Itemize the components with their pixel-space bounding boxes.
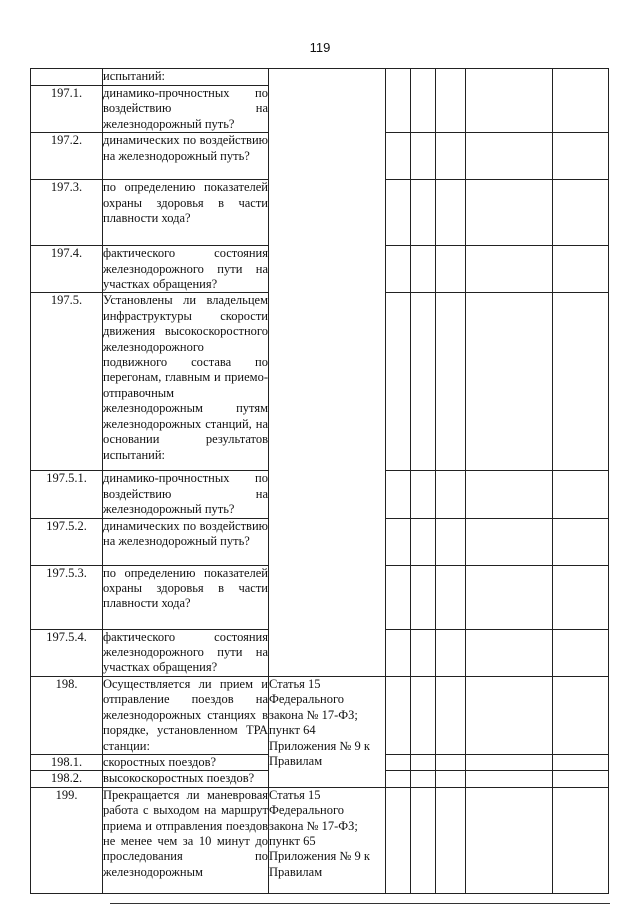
- answer-cell: [466, 471, 553, 518]
- answer-cell: [411, 133, 436, 180]
- answer-cell: [411, 676, 436, 754]
- answer-cell: [386, 565, 411, 629]
- answer-cell: [466, 69, 553, 133]
- answer-cell: [466, 180, 553, 246]
- table-row: [31, 69, 609, 86]
- answer-cell: [553, 246, 609, 293]
- answer-cell: [386, 293, 411, 471]
- answer-cell: [466, 771, 553, 787]
- question-text: динамико-прочностных по воздействию на железнодорожный путь?: [103, 471, 268, 517]
- row-number: 197.4.: [31, 246, 103, 293]
- answer-cell: [553, 754, 609, 770]
- law-reference: Статья 15 Федерального закона № 17-ФЗ; пункт 65 Приложения № 9 к Правилам: [269, 787, 370, 879]
- row-number: 198.: [31, 676, 103, 754]
- answer-cell: [553, 629, 609, 676]
- bottom-divider: [110, 903, 610, 904]
- answer-cell: [386, 676, 411, 754]
- answer-cell: [436, 565, 466, 629]
- law-reference-cell: [269, 676, 386, 787]
- answer-cell: [553, 787, 609, 893]
- answer-cell: [466, 787, 553, 893]
- answer-cell: [553, 133, 609, 180]
- row-number: 198.1.: [31, 754, 103, 770]
- answer-cell: [436, 754, 466, 770]
- answer-cell: [411, 787, 436, 893]
- answer-cell: [466, 246, 553, 293]
- answer-cell: [436, 629, 466, 676]
- answer-cell: [411, 518, 436, 565]
- answer-cell: [553, 471, 609, 518]
- answer-cell: [436, 133, 466, 180]
- row-number: 197.5.4.: [31, 629, 103, 676]
- question-text: по определению показателей охраны здоровья в части плавности хода?: [103, 565, 269, 629]
- answer-cell: [386, 787, 411, 893]
- question-text: высокоскоростных поездов?: [103, 771, 269, 787]
- answer-cell: [386, 471, 411, 518]
- answer-cell: [436, 771, 466, 787]
- answer-cell: [436, 787, 466, 893]
- answer-cell: [436, 246, 466, 293]
- row-number: 197.1.: [31, 86, 103, 133]
- answer-cell: [386, 133, 411, 180]
- answer-cell: [411, 180, 436, 246]
- answer-cell: [466, 133, 553, 180]
- law-reference: Статья 15 Федерального закона № 17-ФЗ; пункт 64 Приложения № 9 к Правилам: [269, 676, 370, 768]
- answer-cell: [436, 518, 466, 565]
- answer-cell: [436, 676, 466, 754]
- question-text: по определению показателей охраны здоровья в части плавности хода?: [103, 180, 269, 246]
- answer-cell: [386, 246, 411, 293]
- row-number: 197.5.3.: [31, 565, 103, 629]
- answer-cell: [411, 293, 436, 471]
- answer-cell: [466, 518, 553, 565]
- answer-cell: [466, 629, 553, 676]
- row-number: 197.2.: [31, 133, 103, 180]
- law-reference-cell: [269, 69, 386, 677]
- answer-cell: [553, 676, 609, 754]
- row-number: 199.: [31, 787, 103, 893]
- answer-cell: [466, 676, 553, 754]
- answer-cell: [553, 180, 609, 246]
- law-reference-cell: [269, 787, 386, 893]
- page-number: 119: [309, 40, 331, 55]
- answer-cell: [436, 293, 466, 471]
- question-text: фактического состояния железнодорожного пути на участках обращения?: [103, 246, 268, 292]
- answer-cell: [386, 69, 411, 133]
- question-text: фактического состояния железнодорожного пути на участках обращения?: [103, 629, 268, 675]
- answer-cell: [411, 471, 436, 518]
- answer-cell: [411, 246, 436, 293]
- row-number: 197.5.1.: [31, 471, 103, 518]
- answer-cell: [436, 180, 466, 246]
- table-row: [31, 787, 609, 893]
- answer-cell: [436, 471, 466, 518]
- answer-cell: [553, 518, 609, 565]
- answer-cell: [386, 518, 411, 565]
- answer-cell: [411, 754, 436, 770]
- answer-cell: [436, 69, 466, 133]
- table-row: [31, 676, 609, 754]
- answer-cell: [386, 771, 411, 787]
- row-number: [31, 69, 103, 86]
- row-number: 197.3.: [31, 180, 103, 246]
- answer-cell: [553, 69, 609, 133]
- answer-cell: [386, 754, 411, 770]
- answer-cell: [411, 69, 436, 133]
- answer-cell: [386, 180, 411, 246]
- row-number: 197.5.2.: [31, 518, 103, 565]
- answer-cell: [411, 771, 436, 787]
- row-number: 197.5.: [31, 293, 103, 471]
- question-text: Прекращается ли маневровая работа с выходом на маршрут приема и отправления поездов не менее чем за 10 минут до проследования по железнодорожным: [103, 787, 269, 893]
- answer-cell: [553, 565, 609, 629]
- question-text: динамических по воздействию на железнодорожный путь?: [103, 518, 269, 565]
- question-text: Установлены ли владельцем инфраструктуры скорости движения высокоскоростного железнодорожного подвижного состава по перегонам, главным и приемо-отправочным железнодорожным путям железнодорожных станций, на основании результатов испытаний:: [103, 293, 269, 471]
- checklist-table: [30, 68, 609, 894]
- answer-cell: [553, 771, 609, 787]
- answer-cell: [553, 293, 609, 471]
- question-text: динамических по воздействию на железнодорожный путь?: [103, 133, 269, 180]
- question-text: динамико-прочностных по воздействию на железнодорожный путь?: [103, 86, 268, 131]
- row-number: 198.2.: [31, 771, 103, 787]
- answer-cell: [466, 565, 553, 629]
- answer-cell: [466, 754, 553, 770]
- answer-cell: [386, 629, 411, 676]
- question-text: Осуществляется ли прием и отправление поездов на железнодорожных станциях в порядке, установленном ТРА станции:: [103, 676, 268, 753]
- question-text: скоростных поездов?: [103, 754, 269, 770]
- question-text: испытаний:: [103, 69, 269, 86]
- answer-cell: [466, 293, 553, 471]
- answer-cell: [411, 565, 436, 629]
- answer-cell: [411, 629, 436, 676]
